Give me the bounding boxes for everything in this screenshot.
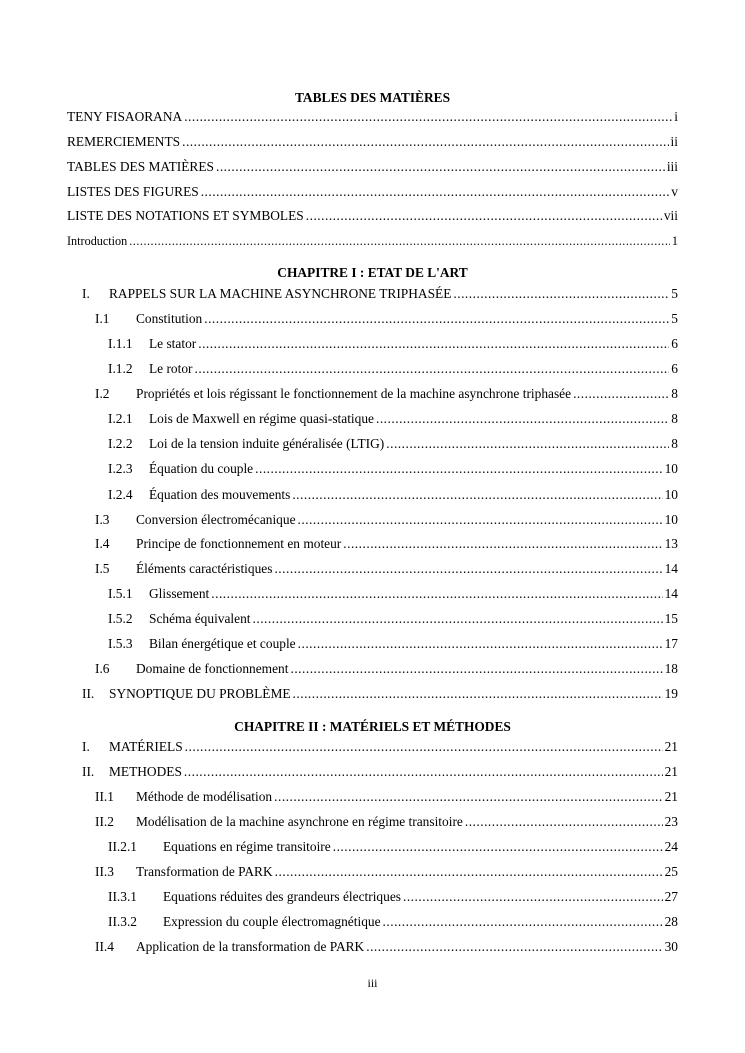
toc-entry-page: 5	[671, 311, 678, 326]
toc-entry-page: 8	[671, 386, 678, 401]
toc-entry[interactable]	[95, 862, 678, 880]
toc-entry[interactable]	[108, 434, 678, 452]
toc-entry-number: II.4	[95, 939, 114, 954]
toc-leader-dots	[366, 939, 662, 955]
toc-entry-text: Loi de la tension induite généralisée (LTIG)	[149, 436, 385, 451]
toc-entry-page: v	[671, 184, 678, 199]
toc-entry-number: I.1	[95, 311, 110, 326]
toc-entry[interactable]	[108, 634, 678, 652]
toc-entry-page: 1	[671, 234, 678, 248]
toc-entry[interactable]	[67, 206, 678, 224]
toc-entry-text: Principe de fonctionnement en moteur	[136, 536, 342, 551]
toc-leader-dots	[185, 739, 663, 755]
toc-entry-number: I.2.1	[108, 411, 133, 426]
toc-entry-text: Bilan énergétique et couple	[149, 636, 296, 651]
toc-entry[interactable]	[108, 334, 678, 352]
toc-entry-number: I.1.2	[108, 361, 133, 376]
toc-leader-dots	[182, 134, 668, 150]
toc-entry-page: 17	[664, 636, 678, 651]
toc-entry[interactable]	[67, 231, 678, 249]
toc-entry[interactable]	[95, 812, 678, 830]
toc-leader-dots	[195, 361, 670, 377]
toc-entry[interactable]	[67, 182, 678, 200]
toc-entry-text: Domaine de fonctionnement	[136, 661, 289, 676]
toc-entry-text: Introduction	[67, 234, 128, 248]
toc-entry-text: METHODES	[109, 764, 182, 779]
toc-entry-page: 21	[664, 764, 678, 779]
toc-leader-dots	[298, 512, 663, 528]
toc-entry-text: Méthode de modélisation	[136, 789, 273, 804]
toc-entry-page: 30	[664, 939, 678, 954]
toc-entry-page: i	[674, 109, 678, 124]
toc-entry[interactable]	[108, 584, 678, 602]
toc-entry-page: 15	[664, 611, 678, 626]
toc-leader-dots	[306, 208, 662, 224]
chapter-heading: CHAPITRE I : ETAT DE L'ART	[277, 265, 468, 280]
toc-entry-number: I.5.2	[108, 611, 133, 626]
toc-entry-page: 5	[671, 286, 678, 301]
toc-entry-number: II.1	[95, 789, 114, 804]
toc-entry-text: LISTES DES FIGURES	[67, 184, 199, 199]
toc-entry-number: II.3	[95, 864, 114, 879]
toc-entry-number: I.2.3	[108, 461, 133, 476]
toc-entry[interactable]	[82, 762, 678, 780]
toc-title: TABLES DES MATIÈRES	[294, 90, 451, 105]
toc-leader-dots	[343, 536, 662, 552]
toc-entry-number: I.5.3	[108, 636, 133, 651]
toc-leader-dots	[465, 814, 663, 830]
toc-entry[interactable]	[95, 534, 678, 552]
toc-entry-text: Application de la transformation de PARK	[136, 939, 365, 954]
toc-entry-page: 10	[664, 487, 678, 502]
toc-entry[interactable]	[108, 409, 678, 427]
toc-leader-dots	[184, 109, 672, 125]
toc-entry-text: Le rotor	[149, 361, 193, 376]
toc-leader-dots	[383, 914, 663, 930]
toc-leader-dots	[204, 311, 669, 327]
toc-leader-dots	[201, 184, 670, 200]
toc-entry-text: Glissement	[149, 586, 210, 601]
toc-entry-number: II.3.1	[108, 889, 138, 904]
toc-leader-dots	[216, 159, 665, 175]
toc-entry[interactable]	[82, 737, 678, 755]
toc-entry[interactable]	[95, 787, 678, 805]
toc-entry-number: I.	[82, 286, 90, 301]
toc-leader-dots	[293, 686, 663, 702]
toc-leader-dots	[253, 611, 663, 627]
toc-leader-dots	[453, 286, 669, 302]
toc-entry[interactable]	[108, 887, 678, 905]
toc-entry[interactable]	[108, 459, 678, 477]
toc-entry[interactable]	[67, 157, 678, 175]
toc-entry-text: Equations réduites des grandeurs électriques	[163, 889, 401, 904]
toc-entry-page: vii	[663, 208, 678, 223]
toc-entry-page: 13	[664, 536, 678, 551]
toc-entry-page: 25	[664, 864, 678, 879]
toc-entry-page: 21	[664, 739, 678, 754]
toc-entry-number: I.2	[95, 386, 110, 401]
toc-entry-page: 10	[664, 461, 678, 476]
toc-leader-dots	[129, 233, 670, 249]
toc-entry-number: II.	[82, 764, 95, 779]
toc-entry-text: Schéma équivalent	[149, 611, 251, 626]
toc-entry-number: I.2.2	[108, 436, 133, 451]
toc-entry-page: 6	[671, 336, 678, 351]
toc-entry-page: 19	[664, 686, 678, 701]
toc-entry-page: 28	[664, 914, 678, 929]
toc-leader-dots	[376, 411, 669, 427]
toc-entry[interactable]	[95, 510, 678, 528]
toc-entry-text: TENY FISAORANA	[67, 109, 183, 124]
toc-entry[interactable]	[95, 309, 678, 327]
page-number: iii	[367, 976, 378, 990]
toc-leader-dots	[292, 487, 662, 503]
toc-entry[interactable]	[67, 132, 678, 150]
toc-entry-number: II.2.1	[108, 839, 138, 854]
toc-entry-page: ii	[670, 134, 678, 149]
toc-entry-text: Le stator	[149, 336, 197, 351]
toc-entry-page: 27	[664, 889, 678, 904]
toc-entry[interactable]	[95, 384, 678, 402]
toc-entry-number: I.4	[95, 536, 110, 551]
toc-entry-text: Équation du couple	[149, 461, 254, 476]
toc-entry-number: I.5	[95, 561, 110, 576]
toc-entry[interactable]	[108, 609, 678, 627]
toc-leader-dots	[211, 586, 662, 602]
toc-entry[interactable]	[95, 937, 678, 955]
toc-entry-text: Transformation de PARK	[136, 864, 273, 879]
toc-entry-text: Modélisation de la machine asynchrone en régime transitoire	[136, 814, 463, 829]
toc-leader-dots	[333, 839, 663, 855]
toc-entry[interactable]	[67, 107, 678, 125]
toc-entry-text: RAPPELS SUR LA MACHINE ASYNCHRONE TRIPHASÉE	[109, 286, 452, 301]
toc-entry-number: I.3	[95, 512, 110, 527]
toc-entry-page: 14	[664, 561, 678, 576]
toc-entry-text: LISTE DES NOTATIONS ET SYMBOLES	[67, 208, 304, 223]
toc-entry-page: 24	[664, 839, 678, 854]
toc-entry-text: Équation des mouvements	[149, 487, 291, 502]
toc-entry-text: Propriétés et lois régissant le fonctionnement de la machine asynchrone triphasée	[136, 386, 572, 401]
toc-entry-page: 6	[671, 361, 678, 376]
toc-leader-dots	[386, 436, 669, 452]
toc-entry-page: 21	[664, 789, 678, 804]
toc-entry[interactable]	[82, 684, 678, 702]
toc-leader-dots	[184, 764, 663, 780]
toc-entry[interactable]	[95, 659, 678, 677]
toc-entry-text: REMERCIEMENTS	[67, 134, 181, 149]
toc-leader-dots	[403, 889, 663, 905]
toc-leader-dots	[255, 461, 662, 477]
toc-entry-text: Constitution	[136, 311, 203, 326]
toc-leader-dots	[198, 336, 669, 352]
toc-entry-page: 23	[664, 814, 678, 829]
toc-entry-text: MATÉRIELS	[109, 739, 183, 754]
toc-entry-page: iii	[666, 159, 678, 174]
toc-entry-text: Éléments caractéristiques	[136, 561, 273, 576]
toc-entry-number: II.	[82, 686, 95, 701]
toc-entry-page: 8	[671, 436, 678, 451]
toc-entry[interactable]	[108, 912, 678, 930]
toc-leader-dots	[275, 864, 663, 880]
toc-entry-text: TABLES DES MATIÈRES	[67, 159, 214, 174]
toc-leader-dots	[298, 636, 663, 652]
toc-entry-number: II.3.2	[108, 914, 138, 929]
toc-entry[interactable]	[108, 359, 678, 377]
toc-leader-dots	[290, 661, 662, 677]
toc-leader-dots	[573, 386, 669, 402]
toc-entry-page: 14	[664, 586, 678, 601]
toc-entry-text: Lois de Maxwell en régime quasi-statique	[149, 411, 374, 426]
toc-entry-text: Expression du couple électromagnétique	[163, 914, 381, 929]
toc-entry[interactable]	[108, 837, 678, 855]
toc-entry-page: 18	[664, 661, 678, 676]
toc-entry-number: I.5.1	[108, 586, 133, 601]
toc-entry-page: 8	[671, 411, 678, 426]
toc-entry-number: I.	[82, 739, 90, 754]
toc-entry[interactable]	[95, 559, 678, 577]
toc-entry-text: Equations en régime transitoire	[163, 839, 331, 854]
toc-entry-page: 10	[664, 512, 678, 527]
chapter-heading: CHAPITRE II : MATÉRIELS ET MÉTHODES	[234, 719, 511, 734]
toc-entry[interactable]	[108, 485, 678, 503]
toc-leader-dots	[274, 561, 662, 577]
toc-leader-dots	[274, 789, 662, 805]
toc-entry-text: Conversion électromécanique	[136, 512, 296, 527]
toc-entry-text: SYNOPTIQUE DU PROBLÈME	[109, 686, 291, 701]
toc-entry[interactable]	[82, 284, 678, 302]
toc-entry-number: II.2	[95, 814, 114, 829]
toc-entry-number: I.1.1	[108, 336, 133, 351]
toc-entry-number: I.6	[95, 661, 110, 676]
toc-entry-number: I.2.4	[108, 487, 133, 502]
